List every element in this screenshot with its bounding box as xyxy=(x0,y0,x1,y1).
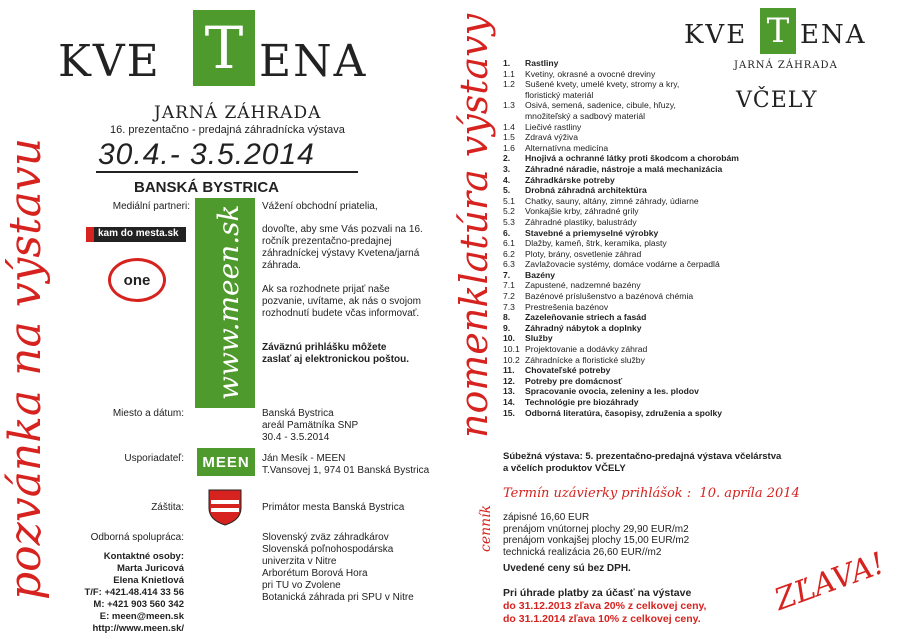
nomenclature-number: 1.3 xyxy=(503,100,515,111)
nomenclature-number: 3. xyxy=(503,163,511,174)
nomenclature-item xyxy=(503,175,803,186)
nomenclature-number: 13. xyxy=(503,386,515,397)
nomenclature-item xyxy=(503,238,803,249)
nomenclature-text: Záhradné plastiky, balustrády xyxy=(525,216,637,227)
vcely-logo-text: VČELY xyxy=(736,88,818,113)
nomenclature-item xyxy=(503,302,803,313)
event-description: 16. prezentačno - predajná záhradnícka výstava xyxy=(110,124,345,136)
price-list xyxy=(503,512,689,558)
kamdomesta-text: kam do mesta.sk xyxy=(98,228,179,239)
nomenclature-item xyxy=(503,196,803,207)
nomenclature-text: Sušené kvety, umelé kvety, stromy a kry, xyxy=(525,79,680,90)
nomenclature-item xyxy=(503,397,803,408)
nomenclature-number: 11. xyxy=(503,365,515,376)
nomenclature-item xyxy=(503,323,803,334)
meen-logo xyxy=(197,448,255,476)
nomenclature-item xyxy=(503,153,803,164)
logo-t-letter: T xyxy=(204,14,244,82)
nomenclature-item xyxy=(503,291,803,302)
contacts-heading: Kontaktné osoby: xyxy=(103,551,184,562)
contact-mobile: M: +421 903 560 342 xyxy=(93,599,184,610)
nomenclature-number: 6.2 xyxy=(503,248,515,259)
contact-phone: T/F: +421.48.414 33 56 xyxy=(84,587,184,598)
nomenclature-number: 6.3 xyxy=(503,259,515,270)
nomenclature-item xyxy=(503,185,803,196)
nomenclature-item xyxy=(503,376,803,387)
contact-name-2: Elena Knietlová xyxy=(113,575,184,586)
nomenclature-text: Zapustené, nadzemné bazény xyxy=(525,280,641,291)
nomenclature-item xyxy=(503,58,803,69)
nomenclature-text: Ploty, brány, osvetlenie záhrad xyxy=(525,248,642,259)
nomenclature-text: Chatky, sauny, altány, zimné záhrady, údiarne xyxy=(525,195,699,206)
price-outdoor: prenájom vonkajšej plochy 15,00 EUR/m2 xyxy=(503,535,690,546)
nomenclature-text: Dlažby, kameň, štrk, keramika, plasty xyxy=(525,238,667,249)
nomenclature-text: Zavlažovacie systémy, domáce vodárne a čerpadlá xyxy=(525,259,720,270)
nomenclature-number: 12. xyxy=(503,375,515,386)
place-line-3: 30.4 - 3.5.2014 xyxy=(262,432,330,443)
coat-of-arms-icon xyxy=(207,488,243,526)
logo-green-t-square xyxy=(193,10,255,86)
nomenclature-number: 2. xyxy=(503,153,511,164)
nomenclature-text: Liečivé rastliny xyxy=(525,121,582,132)
contacts-block xyxy=(50,551,184,635)
one-radio-logo xyxy=(108,258,166,302)
nomenclature-text: Spracovanie ovocia, zeleniny a les. plodov xyxy=(525,386,699,397)
nomenclature-item xyxy=(503,408,803,419)
contact-name-1: Marta Juricová xyxy=(116,563,184,574)
expert-line-4: Arborétum Borová Hora xyxy=(262,568,368,579)
expert-line-5: pri TU vo Zvolene xyxy=(262,580,341,591)
nomenclature-text: Záhradný nábytok a doplnky xyxy=(525,322,642,333)
nomenclature-number: 6.1 xyxy=(503,238,515,249)
place-line-1: Banská Bystrica xyxy=(262,408,334,419)
nomenclature-item xyxy=(503,386,803,397)
contact-website[interactable]: http://www.meen.sk/ xyxy=(92,623,184,634)
nomenclature-number: 5.3 xyxy=(503,216,515,227)
nomenclature-number: 10.2 xyxy=(503,354,520,365)
nomenclature-text: Projektovanie a dodávky záhrad xyxy=(525,344,648,355)
invitation-vertical-title: pozvánka na výstavu xyxy=(0,137,51,600)
price-technical: technická realizácia 26,60 EUR//m2 xyxy=(503,546,662,558)
letter-paragraph-2: Ak sa rozhodnete prijať naše pozvanie, uvítame, ak nás o svojom rozhodnutí budete včas informovať. xyxy=(262,284,421,319)
nomenclature-text: Zazeleňovanie striech a fasád xyxy=(525,312,647,323)
patron-label: Záštita: xyxy=(151,502,184,513)
price-indoor: prenájom vnútornej plochy 29,90 EUR/m2 xyxy=(503,523,689,535)
side-exhibition-line-2: a včelích produktov VČELY xyxy=(503,463,626,474)
nomenclature-text: floristický materiál xyxy=(525,89,594,100)
organizer-label: Usporiadateľ: xyxy=(124,453,184,464)
nomenclature-item xyxy=(503,365,803,376)
logo-small-green-t-square xyxy=(760,8,796,54)
kamdomesta-logo xyxy=(86,227,186,242)
media-partners-label: Mediální partneri: xyxy=(112,201,190,212)
nomenclature-text: Záhradné náradie, nástroje a malá mechanizácia xyxy=(525,163,723,174)
discount-line-2: do 31.1.2014 zľava 10% z celkovej ceny. xyxy=(503,613,701,625)
logo-subtitle: JARNÁ ZÁHRADA xyxy=(154,103,322,123)
nomenclature-text: Technológie pre biozáhrady xyxy=(525,397,639,407)
nomenclature-text: Služby xyxy=(525,333,553,344)
nomenclature-item xyxy=(503,69,803,80)
nomenclature-text: Bazény xyxy=(525,269,556,280)
nomenclature-item xyxy=(503,143,803,154)
nomenclature-item xyxy=(503,312,803,323)
nomenclature-text: Záhradkárske potreby xyxy=(525,174,615,185)
nomenclature-item xyxy=(503,206,803,217)
expert-line-2: Slovenská poľnohospodárska xyxy=(262,544,394,555)
nomenclature-text: Odborná literatúra, časopisy, združenia a spolky xyxy=(525,407,723,418)
nomenclature-item xyxy=(503,111,803,122)
nomenclature-text: Bazénové príslušenstvo a bazénová chémia xyxy=(525,291,694,302)
nomenclature-vertical-title: nomenklatúra výstavy xyxy=(452,13,496,438)
nomenclature-text: Vonkajšie krby, záhradné grily xyxy=(525,206,639,217)
kvetena-logo xyxy=(58,14,368,106)
nomenclature-text: Zdravá výživa xyxy=(525,132,579,143)
nomenclature-text: Kvetiny, okrasné a ovocné dreviny xyxy=(525,68,656,79)
side-exhibition xyxy=(503,451,781,475)
nomenclature-number: 1. xyxy=(503,58,511,68)
one-radio-text: one xyxy=(123,271,151,289)
patron-text: Primátor mesta Banská Bystrica xyxy=(262,502,405,513)
nomenclature-item xyxy=(503,228,803,239)
nomenclature-number: 5.2 xyxy=(503,206,515,217)
organizer-line-1: Ján Mesík - MEEN xyxy=(262,453,346,464)
nomenclature-item xyxy=(503,164,803,175)
nomenclature-number: 7.2 xyxy=(503,291,515,302)
nomenclature-list xyxy=(503,58,803,418)
nomenclature-item xyxy=(503,344,803,355)
expert-line-3: univerzita v Nitre xyxy=(262,556,337,567)
nomenclature-text: Rastliny xyxy=(525,58,559,68)
nomenclature-item xyxy=(503,259,803,270)
discount-block xyxy=(503,587,706,626)
nomenclature-item xyxy=(503,90,803,101)
nomenclature-number: 8. xyxy=(503,312,511,323)
logo-small-text-left: KVE xyxy=(684,20,748,50)
price-registration: zápisné 16,60 EUR xyxy=(503,512,590,523)
logo-small-subtitle: JARNÁ ZÁHRADA xyxy=(734,60,838,71)
nomenclature-item xyxy=(503,355,803,366)
contact-email[interactable]: E: meen@meen.sk xyxy=(99,611,184,622)
nomenclature-text: Osivá, semená, sadenice, cibule, hľuzy, xyxy=(525,100,676,111)
nomenclature-text: Stavebné a priemyselné výrobky xyxy=(525,227,659,238)
nomenclature-number: 7. xyxy=(503,269,511,280)
nomenclature-number xyxy=(503,90,525,101)
nomenclature-number: 1.1 xyxy=(503,68,515,79)
nomenclature-number: 14. xyxy=(503,397,515,407)
nomenclature-item xyxy=(503,100,803,111)
nomenclature-number: 15. xyxy=(503,407,515,418)
letter-paragraph-3: Záväznú prihlášku môžete zaslať aj elektronickou poštou. xyxy=(262,342,410,365)
nomenclature-text: Prestrešenia bazénov xyxy=(525,301,609,312)
place-line-2: areál Pamätníka SNP xyxy=(262,420,359,431)
meen-logo-text: MEEN xyxy=(202,453,250,471)
nomenclature-item xyxy=(503,249,803,260)
nomenclature-text: Drobná záhradná architektúra xyxy=(525,185,647,196)
logo-small-t-letter: T xyxy=(766,11,790,51)
nomenclature-text: Záhradnícke a floristické služby xyxy=(525,354,645,365)
nomenclature-number: 1.6 xyxy=(503,142,515,153)
nomenclature-text: množiteľský a sadbový materiál xyxy=(525,110,646,121)
nomenclature-item xyxy=(503,132,803,143)
nomenclature-item xyxy=(503,270,803,281)
nomenclature-text: Potreby pre domácnosť xyxy=(525,375,623,386)
discount-line-1: do 31.12.2013 zľava 20% z celkovej ceny, xyxy=(503,600,707,612)
place-label: Miesto a dátum: xyxy=(112,408,184,419)
discount-word: ZĽAVA! xyxy=(770,545,890,618)
organizer-line-2: T.Vansovej 1, 974 01 Banská Bystrica xyxy=(262,465,430,476)
nomenclature-number: 1.5 xyxy=(503,132,515,143)
nomenclature-text: Hnojivá a ochranné látky proti škodcom a chorobám xyxy=(525,153,739,164)
meen-vertical-text: www.meen.sk xyxy=(212,204,245,400)
discount-intro: Pri úhrade platby za účasť na výstave xyxy=(503,587,692,599)
expert-line-1: Slovenský zväz záhradkárov xyxy=(262,532,389,543)
expert-line-6: Botanická záhrada pri SPU v Nitre xyxy=(262,592,414,603)
nomenclature-item xyxy=(503,280,803,291)
vat-note: Uvedené ceny sú bez DPH. xyxy=(503,563,631,574)
expert-label: Odborná spolupráca: xyxy=(90,532,184,543)
event-city: BANSKÁ BYSTRICA xyxy=(134,179,280,196)
registration-deadline: Termín uzávierky prihlášok : 10. apríla 2014 xyxy=(503,486,800,501)
nomenclature-number: 4. xyxy=(503,174,511,185)
cennik-vertical-label: cenník xyxy=(478,504,494,552)
nomenclature-text: Chovateľské potreby xyxy=(525,365,611,376)
nomenclature-item xyxy=(503,333,803,344)
nomenclature-item xyxy=(503,122,803,133)
nomenclature-number: 10. xyxy=(503,333,515,344)
nomenclature-number: 10.1 xyxy=(503,344,520,355)
letter-paragraph-1: dovoľte, aby sme Vás pozvali na 16. ročník prezentačno-predajnej záhradníckej výstavy Kvetena/jarná záhrada. xyxy=(262,224,423,271)
nomenclature-text: Alternatívna medicína xyxy=(525,142,609,153)
nomenclature-number: 1.4 xyxy=(503,121,515,132)
logo-small-text-right: ENA xyxy=(800,20,867,50)
letter-greeting: Vážení obchodní priatelia, xyxy=(262,201,378,212)
logo-text-right: ENA xyxy=(259,36,368,87)
side-exhibition-line-1: Súbežná výstava: 5. prezentačno-predajná výstava včelárstva xyxy=(503,451,782,462)
nomenclature-item xyxy=(503,79,803,90)
nomenclature-item xyxy=(503,217,803,228)
logo-text-left: KVE xyxy=(58,36,161,87)
nomenclature-number: 9. xyxy=(503,322,511,333)
event-dates: 30.4.- 3.5.2014 xyxy=(98,138,315,171)
nomenclature-number: 7.3 xyxy=(503,301,515,312)
nomenclature-number: 7.1 xyxy=(503,280,515,291)
dates-underline xyxy=(96,171,358,173)
nomenclature-number xyxy=(503,111,525,122)
nomenclature-number: 6. xyxy=(503,227,511,238)
nomenclature-number: 5. xyxy=(503,185,511,196)
nomenclature-number: 5.1 xyxy=(503,195,515,206)
nomenclature-number: 1.2 xyxy=(503,79,515,90)
